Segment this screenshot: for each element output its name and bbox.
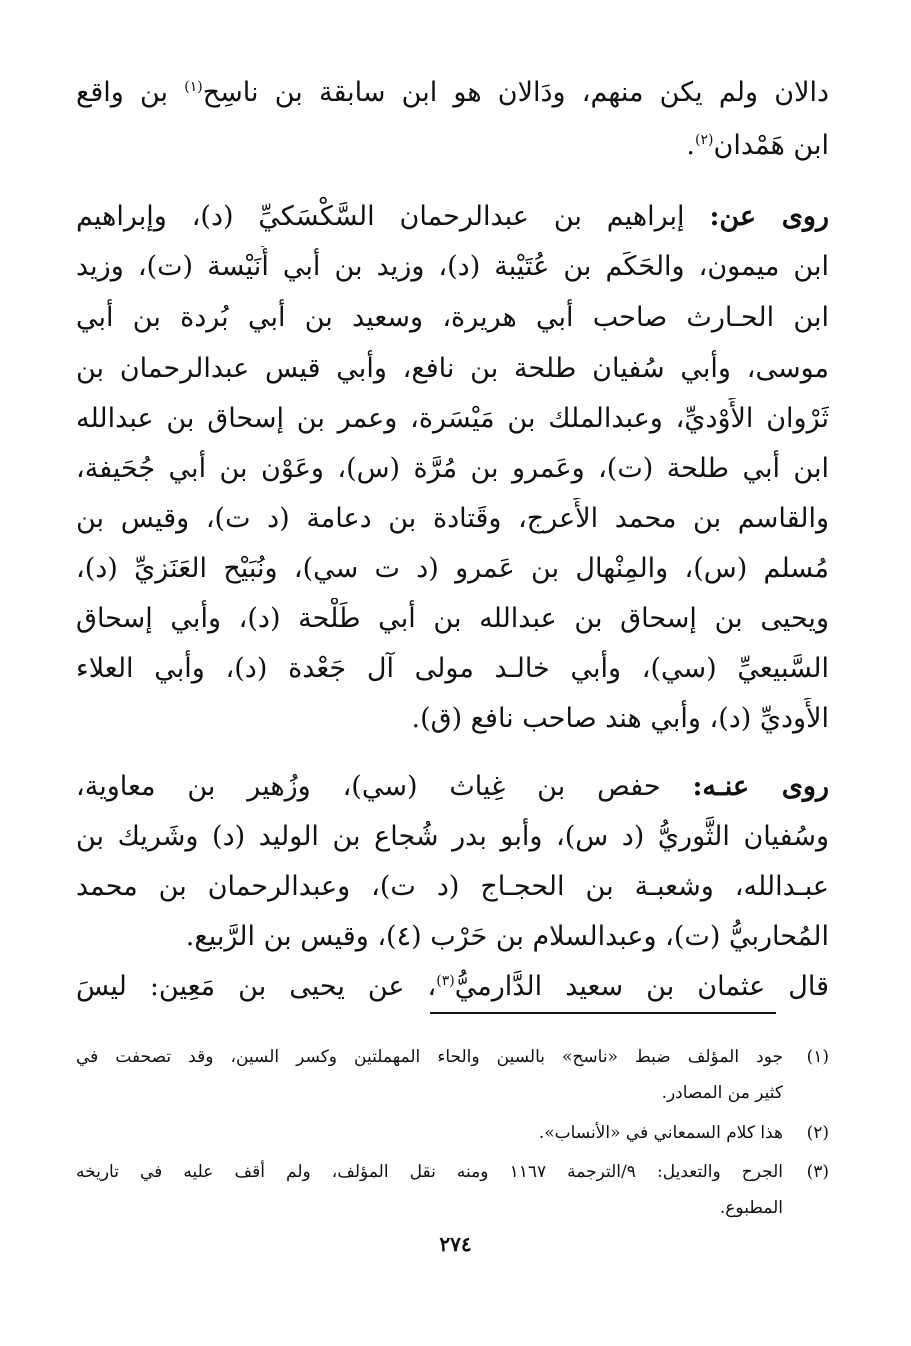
footnote-3-number: (٣) [806, 1162, 829, 1182]
rawa-an-line-6: ابن أبي طلحة (ت)، وعَمرو بن مُرَّة (س)، وعَوْن بن أبي جُحَيفة، [76, 453, 829, 484]
footnote-2-number: (٢) [806, 1123, 829, 1143]
footnote-1-line-2: كثير من المصادر. [661, 1083, 783, 1103]
rawa-anhu-line-3: عبـدالله، وشعبـة بن الحجـاج (د ت)، وعبدالرحمان بن محمد [76, 871, 829, 902]
footnote-3-line-1: (٣)الجرح والتعديل: ٩/الترجمة ١١٦٧ ومنه نقل المؤلف، ولم أقف عليه في تاريخه [76, 1157, 829, 1187]
qala-line: قال عثمان بن سعيد الدَّارميُّ$^{(٣)}$، عن يحيى بن مَعِين: ليسَ [76, 971, 829, 1002]
rawa-an-line-1: روى عن: إبراهيم بن عبدالرحمان السَّكْسَكيِّ (د)، وإبراهيم [76, 201, 829, 232]
intro-line-1: دالان ولم يكن منهم، ودَالان هو ابن سابقة بن ناسِح$^{(١)}$ بن واقع [76, 77, 829, 108]
rawa-anhu-label: روى عنـه: [692, 771, 829, 802]
footnote-1-line-1: (١)جود المؤلف ضبط «ناسح» بالسين والحاء المهملتين وكسر السين، وقد تصحفت في [76, 1042, 829, 1072]
page-number: ٢٧٤ [439, 1232, 472, 1256]
footnote-2: (٢)هذا كلام السمعاني في «الأنساب». [76, 1118, 829, 1148]
footnote-ref-2: (٢) [695, 132, 714, 148]
rawa-anhu-line-2: وسُفيان الثَّوريُّ (د س)، وأبو بدر شُجاع بن الوليد (د) وشَريك بن [76, 821, 829, 852]
rawa-an-label: روى عن: [709, 201, 829, 232]
footnote-1-number: (١) [806, 1047, 829, 1067]
intro-line-2: ابن هَمْدان$^{(٢)}$. [686, 130, 829, 161]
rawa-an-line-8: مُسلم (س)، والمِنْهال بن عَمرو (د ت سي)، ونُبَيْح العَنَزيِّ (د)، [76, 553, 829, 584]
rawa-an-line-3: ابن الحـارث صاحب أبي هريرة، وسعيد بن أبي بُردة بن أبي [76, 302, 829, 333]
rawa-an-line-4: موسى، وأبي سُفيان طلحة بن نافع، وأبي قيس عبدالرحمان بن [76, 353, 829, 384]
rawa-an-line-2: ابن ميمون، والحَكَم بن عُتَيْبة (د)، وزيد بن أبي أُنَيْسة (ت)، وزيد [76, 251, 829, 282]
rawa-anhu-line-1: روى عنـه: حفص بن غِياث (سي)، وزُهير بن معاوية، [76, 771, 829, 802]
rawa-an-line-7: والقاسم بن محمد الأَعرج، وقَتادة بن دعامة (د ت)، وقيس بن [76, 503, 829, 534]
footnote-3-line-2: المطبوع. [719, 1198, 783, 1218]
rawa-anhu-line-4: المُحاربيُّ (ت)، وعبدالسلام بن حَرْب (٤)، وقيس بن الرَّبيع. [185, 921, 829, 952]
footnote-separator [430, 1012, 776, 1014]
rawa-an-line-9: ويحيى بن إسحاق بن عبدالله بن أبي طَلْحة (د)، وأبي إسحاق [76, 603, 829, 634]
rawa-an-line-10: السَّبيعيِّ (سي)، وأبي خالـد مولى آل جَعْدة (د)، وأبي العلاء [76, 653, 829, 684]
footnote-ref-3: (٣) [436, 973, 455, 989]
rawa-an-line-11: الأَوديِّ (د)، وأبي هند صاحب نافع (ق). [411, 703, 829, 734]
footnote-ref-1: (١) [184, 79, 203, 95]
rawa-an-line-5: ثَرْوان الأَوْديِّ، وعبدالملك بن مَيْسَرة، وعمر بن إسحاق بن عبدالله [76, 403, 829, 434]
